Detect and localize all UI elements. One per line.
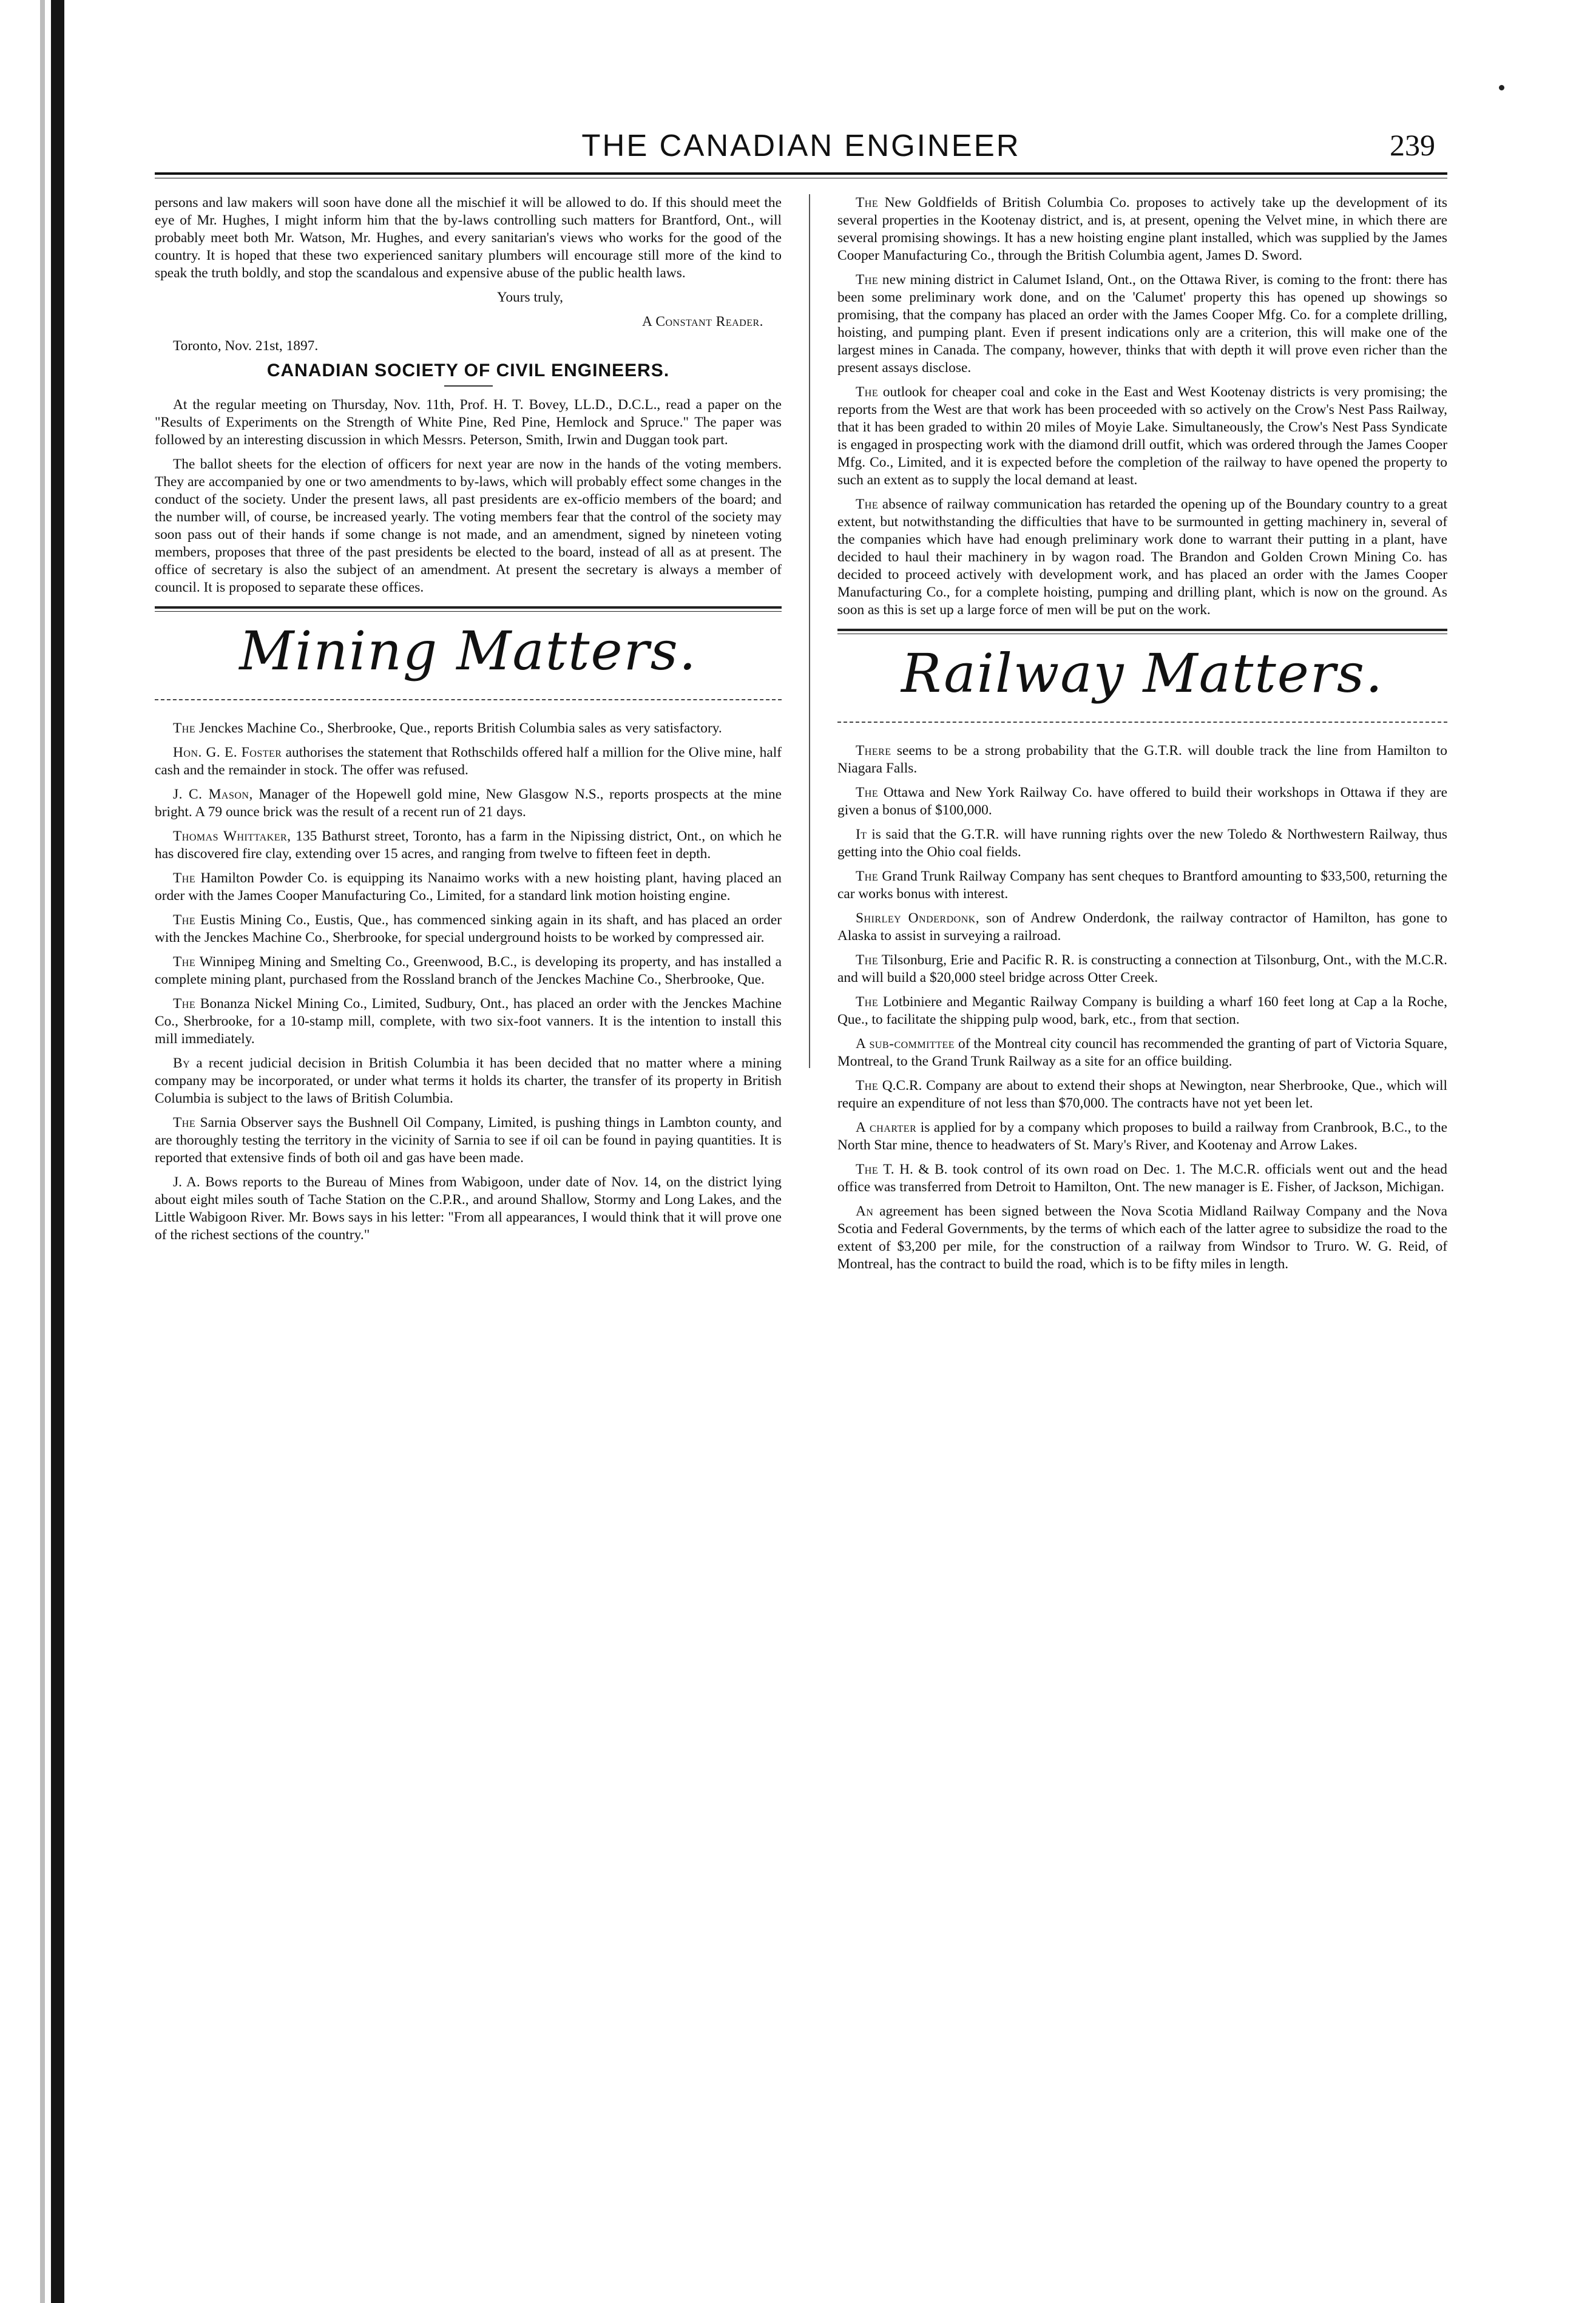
item-text: Ottawa and New York Railway Co. have offered to build their workshops in Ottawa if they are given a bonus of $100,000. (837, 785, 1447, 818)
column-divider (809, 194, 810, 1068)
item-text: Tilsonburg, Erie and Pacific R. R. is constructing a connection at Tilsonburg, Ont., with the M.C.R. and will build a $20,000 steel bridge across Otter Creek. (837, 952, 1447, 986)
item-text: Manager of the Hopewell gold mine, New Glasgow N.S., reports prospects at the mine bright. A 79 ounce brick was the result of a recent run of 21 days. (155, 786, 782, 820)
section-double-rule (155, 606, 782, 612)
item-lead: The (856, 952, 879, 968)
item-text: Grand Trunk Railway Company has sent cheques to Brantford amounting to $33,500, returning the car works bonus with interest. (837, 868, 1447, 902)
item-text: reports to the Bureau of Mines from Wabigoon, under date of Nov. 14, on the district lying about eight miles south of Tache Station on the C.P.R., and around Shallow, Stormy and Long Lakes, and the Little Wabigoon River. Mr. Bows says in his letter: "From all appearances, I would think that it will prove one of the richest sections of the country." (155, 1174, 782, 1243)
left-column (155, 194, 782, 1251)
mining-item (837, 384, 1447, 489)
item-lead: The (856, 1078, 879, 1094)
railway-item (837, 910, 1447, 945)
item-lead: The (856, 1162, 879, 1177)
mining-item (155, 786, 782, 821)
header-rule (155, 172, 1447, 178)
section-double-rule (837, 629, 1447, 634)
railway-item (837, 742, 1447, 777)
mining-item (155, 953, 782, 989)
item-lead: The (173, 1115, 196, 1131)
item-text: new mining district in Calumet Island, Ont., on the Ottawa River, is coming to the front: there has been some preliminary work done, and on the 'Calumet' property this has opened up showings so promising, that the company has placed an order with the James Cooper Mfg. Co. for a complete drilling, hoisting, and pumping plant. Even if present indications only are a criterion, this will make one of the largest mines in Canada. The company, however, thinks that with depth it will prove even richer than the present assays disclose. (837, 272, 1447, 376)
item-lead: The (856, 785, 879, 800)
railway-item (837, 826, 1447, 861)
letter-dateline: Toronto, Nov. 21st, 1897. (173, 338, 319, 354)
item-text: Jenckes Machine Co., Sherbrooke, Que., reports British Columbia sales as very satisfactory. (195, 720, 722, 736)
letter-signature: A Constant Reader. (641, 314, 763, 330)
mining-item (837, 271, 1447, 377)
item-text: New Goldfields of British Columbia Co. proposes to actively take up the development of its several properties in the Kootenay district, and is, at present, opening the Velvet mine, in which there are several promising showings. It has a new hoisting engine plant installed, which was supplied by the James Cooper Manufacturing Co., through the British Columbia agent, James D. Sword. (837, 195, 1447, 263)
railway-item (837, 784, 1447, 819)
society-paragraph: At the regular meeting on Thursday, Nov. 11th, Prof. H. T. Bovey, LL.D., D.C.L., read a paper on the "Results of Experiments on the Strength of White Pine, Red Pine, Hemlock and Spruce." The paper was followed by an interesting discussion in which Messrs. Peterson, Smith, Irwin and Duggan took part. (155, 397, 782, 448)
item-lead: The (856, 384, 879, 400)
mining-item (155, 828, 782, 863)
society-heading: CANADIAN SOCIETY OF CIVIL ENGINEERS. (266, 360, 670, 380)
page-number: 239 (1390, 128, 1435, 162)
railway-item (837, 1161, 1447, 1196)
item-lead: The (856, 868, 879, 884)
item-lead: The (856, 496, 879, 512)
item-text: Hamilton Powder Co. is equipping its Nanaimo works with a new hoisting plant, having placed an order with the James Cooper Manufacturing Co., Limited, for a standard link motion hoisting engine. (155, 870, 782, 904)
item-text: Lotbiniere and Megantic Railway Company is building a wharf 160 feet long at Cap a la Roche, Que., to facilitate the shipping pulp wood, bark, etc., from that section. (837, 994, 1447, 1027)
mining-item (155, 1114, 782, 1167)
railway-item (837, 1035, 1447, 1070)
letter-closing: Yours truly, (496, 289, 563, 305)
item-text: son of Andrew Onderdonk, the railway contractor of Hamilton, has gone to Alaska to assist in surveying a railroad. (837, 910, 1447, 944)
running-header (155, 127, 1447, 170)
railway-item (837, 952, 1447, 987)
item-text: 135 Bathurst street, Toronto, has a farm in the Nipissing district, Ont., on which he has discovered fire clay, extending over 15 acres, and ranging from twelve to fifteen feet in depth. (155, 828, 782, 862)
item-lead: Shirley Onderdonk, (856, 910, 980, 926)
item-lead: J. C. Mason, (173, 786, 253, 802)
item-text: Q.C.R. Company are about to extend their shops at Newington, near Sherbrooke, Que., which will require an expenditure of not less than $70,000. The contracts have not yet been let. (837, 1078, 1447, 1111)
right-column (837, 194, 1447, 1280)
railway-matters-banner: Railway Matters. (901, 642, 1384, 705)
journal-title: THE CANADIAN ENGINEER (581, 128, 1021, 163)
item-lead: A charter (856, 1120, 917, 1135)
mining-item (155, 1174, 782, 1244)
item-text: authorises the statement that Rothschilds offered half a million for the Olive mine, half cash and the remainder in stock. The offer was refused. (155, 745, 782, 778)
item-lead: It (856, 827, 867, 842)
item-text: Winnipeg Mining and Smelting Co., Greenwood, B.C., is developing its property, and has installed a complete mining plant, purchased from the Rossland branch of the Jenckes Machine Co., Sherbrooke, Que. (155, 954, 782, 987)
item-lead: The (173, 720, 196, 736)
item-text: is applied for by a company which proposes to build a railway from Cranbrook, B.C., to the North Star mine, thence to headwaters of St. Mary's River, and Kootenay and Arrow Lakes. (837, 1120, 1447, 1153)
mining-item (155, 911, 782, 947)
mining-item (155, 870, 782, 905)
item-lead: By (173, 1055, 191, 1071)
banner-dashed-rule (837, 722, 1447, 723)
item-text: Sarnia Observer says the Bushnell Oil Company, Limited, is pushing things in Lambton county, and are thoroughly testing the territory in the vicinity of Sarnia to see if oil can be found in paying quantities. It is reported that extensive finds of both oil and gas have been made. (155, 1115, 782, 1166)
item-lead: The (173, 870, 196, 886)
scan-binding-edge (51, 0, 64, 2303)
item-lead: The (856, 195, 879, 211)
railway-item (837, 1119, 1447, 1154)
heading-short-rule (444, 385, 493, 387)
mining-item (155, 744, 782, 779)
item-lead: The (173, 954, 196, 970)
railway-item (837, 993, 1447, 1029)
item-lead: An (856, 1203, 874, 1219)
item-text: T. H. & B. took control of its own road on Dec. 1. The M.C.R. officials went out and the head office was transferred from Detroit to Hamilton, Ont. The new manager is E. Fisher, of Jackson, Michigan. (837, 1162, 1447, 1195)
item-text: a recent judicial decision in British Columbia it has been decided that no matter where a mining company may be incorporated, or under what terms it holds its charter, the transfer of its property in British Columbia is subject to the laws of British Columbia. (155, 1055, 782, 1106)
item-text: is said that the G.T.R. will have running rights over the new Toledo & Northwestern Railway, thus getting into the Ohio coal fields. (837, 827, 1447, 860)
banner-dashed-rule (155, 699, 782, 700)
item-text: seems to be a strong probability that the G.T.R. will double track the line from Hamilton to Niagara Falls. (837, 743, 1447, 776)
item-lead: A sub-committee (856, 1036, 955, 1052)
item-lead: The (173, 912, 196, 928)
item-lead: Thomas Whittaker, (173, 828, 291, 844)
item-text: outlook for cheaper coal and coke in the East and West Kootenay districts is very promising; the reports from the West are that work has been proceeded with so actively on the Crow's Nest Pass Railway, that it has been graded to within 20 miles of Moyie Lake. Simultaneously, the Crow's Nest Pass Syndicate is engaged in prospecting work with the diamond drill outfit, which was ordered through the James Cooper Mfg. Co., Limited, and it is expected before the completion of the railway to have opened the property to such an extent as to supply the local demand at least. (837, 384, 1447, 488)
item-text: Eustis Mining Co., Eustis, Que., has commenced sinking again in its shaft, and has placed an order with the Jenckes Machine Co., Sherbrooke, for special underground hoists to be worked by compressed air. (155, 912, 782, 945)
item-lead: The (856, 272, 879, 288)
item-text: of the Montreal city council has recommended the granting of part of Victoria Square, Montreal, to the Grand Trunk Railway as a site for an office building. (837, 1036, 1447, 1069)
scan-speck (1499, 85, 1504, 90)
mining-item (837, 194, 1447, 265)
mining-item (155, 995, 782, 1048)
item-text: Bonanza Nickel Mining Co., Limited, Sudbury, Ont., has placed an order with the Jenckes Machine Co., Sherbrooke, for a 10-stamp mill, complete, with two six-foot vanners. It is the intention to install this mill immediately. (155, 996, 782, 1047)
mining-matters-banner: Mining Matters. (239, 620, 697, 682)
mining-item (837, 496, 1447, 619)
item-lead: The (173, 996, 196, 1012)
letter-paragraph: persons and law makers will soon have done all the mischief it will be allowed to do. If this should meet the eye of Mr. Hughes, I might inform him that the by-laws controlling such matters for Brantford, Ont., will probably meet both Mr. Watson, Mr. Hughes, and every sanitarian's views who works for the good of the country. It is hoped that these two experienced sanitary plumbers will encourage still more of the kind to speak the truth boldly, and stop the scandalous and expensive abuse of the public health laws. (155, 195, 782, 281)
railway-item (837, 1203, 1447, 1273)
society-paragraph: The ballot sheets for the election of officers for next year are now in the hands of the voting members. They are accompanied by one or two amendments to by-laws, which will probably effect some changes in the conduct of the society. Under the present laws, all past presidents are ex-officio members of the board; and the number will, of course, be increased yearly. The voting members fear that the control of the society may soon pass out of their hands if some change is not made, and an amendment, signed by nineteen voting members, proposes that three of the past presidents be elected to the board, instead of all as at present. The office of secretary is also the subject of an amendment. At present the secretary is always a member of council. It is proposed to separate these offices. (155, 456, 782, 595)
item-text: agreement has been signed between the Nova Scotia Midland Railway Company and the Nova Scotia and Federal Governments, by the terms of which each of the latter agree to subsidize the road to the extent of $3,200 per mile, for the construction of a railway from Windsor to Truro. W. G. Reid, of Montreal, has the contract to build the road, which is to be fifty miles in length. (837, 1203, 1447, 1272)
page-edge-shadow (40, 0, 45, 2303)
item-lead: J. A. Bows (173, 1174, 238, 1190)
item-lead: Hon. G. E. Foster (173, 745, 282, 760)
letter-signoff (155, 289, 782, 331)
item-lead: The (856, 994, 879, 1010)
railway-item (837, 1077, 1447, 1112)
item-text: absence of railway communication has retarded the opening up of the Boundary country to a great extent, but notwithstanding the difficulties that have to be surmounted in getting machinery in, several of the companies which have had enough preliminary work done to warrant their putting in a plant, have decided to haul their machinery in by wagon road. The Brandon and Golden Crown Mining Co. has decided to proceed actively with development work, and has placed an order with the James Cooper Manufacturing Co., for a complete hoisting, pumping and drilling plant, which is now on the ground. As soon as this is set up a large force of men will be put on the work. (837, 496, 1447, 618)
railway-item (837, 868, 1447, 903)
mining-item (155, 720, 782, 737)
mining-item (155, 1055, 782, 1108)
item-lead: There (856, 743, 891, 759)
